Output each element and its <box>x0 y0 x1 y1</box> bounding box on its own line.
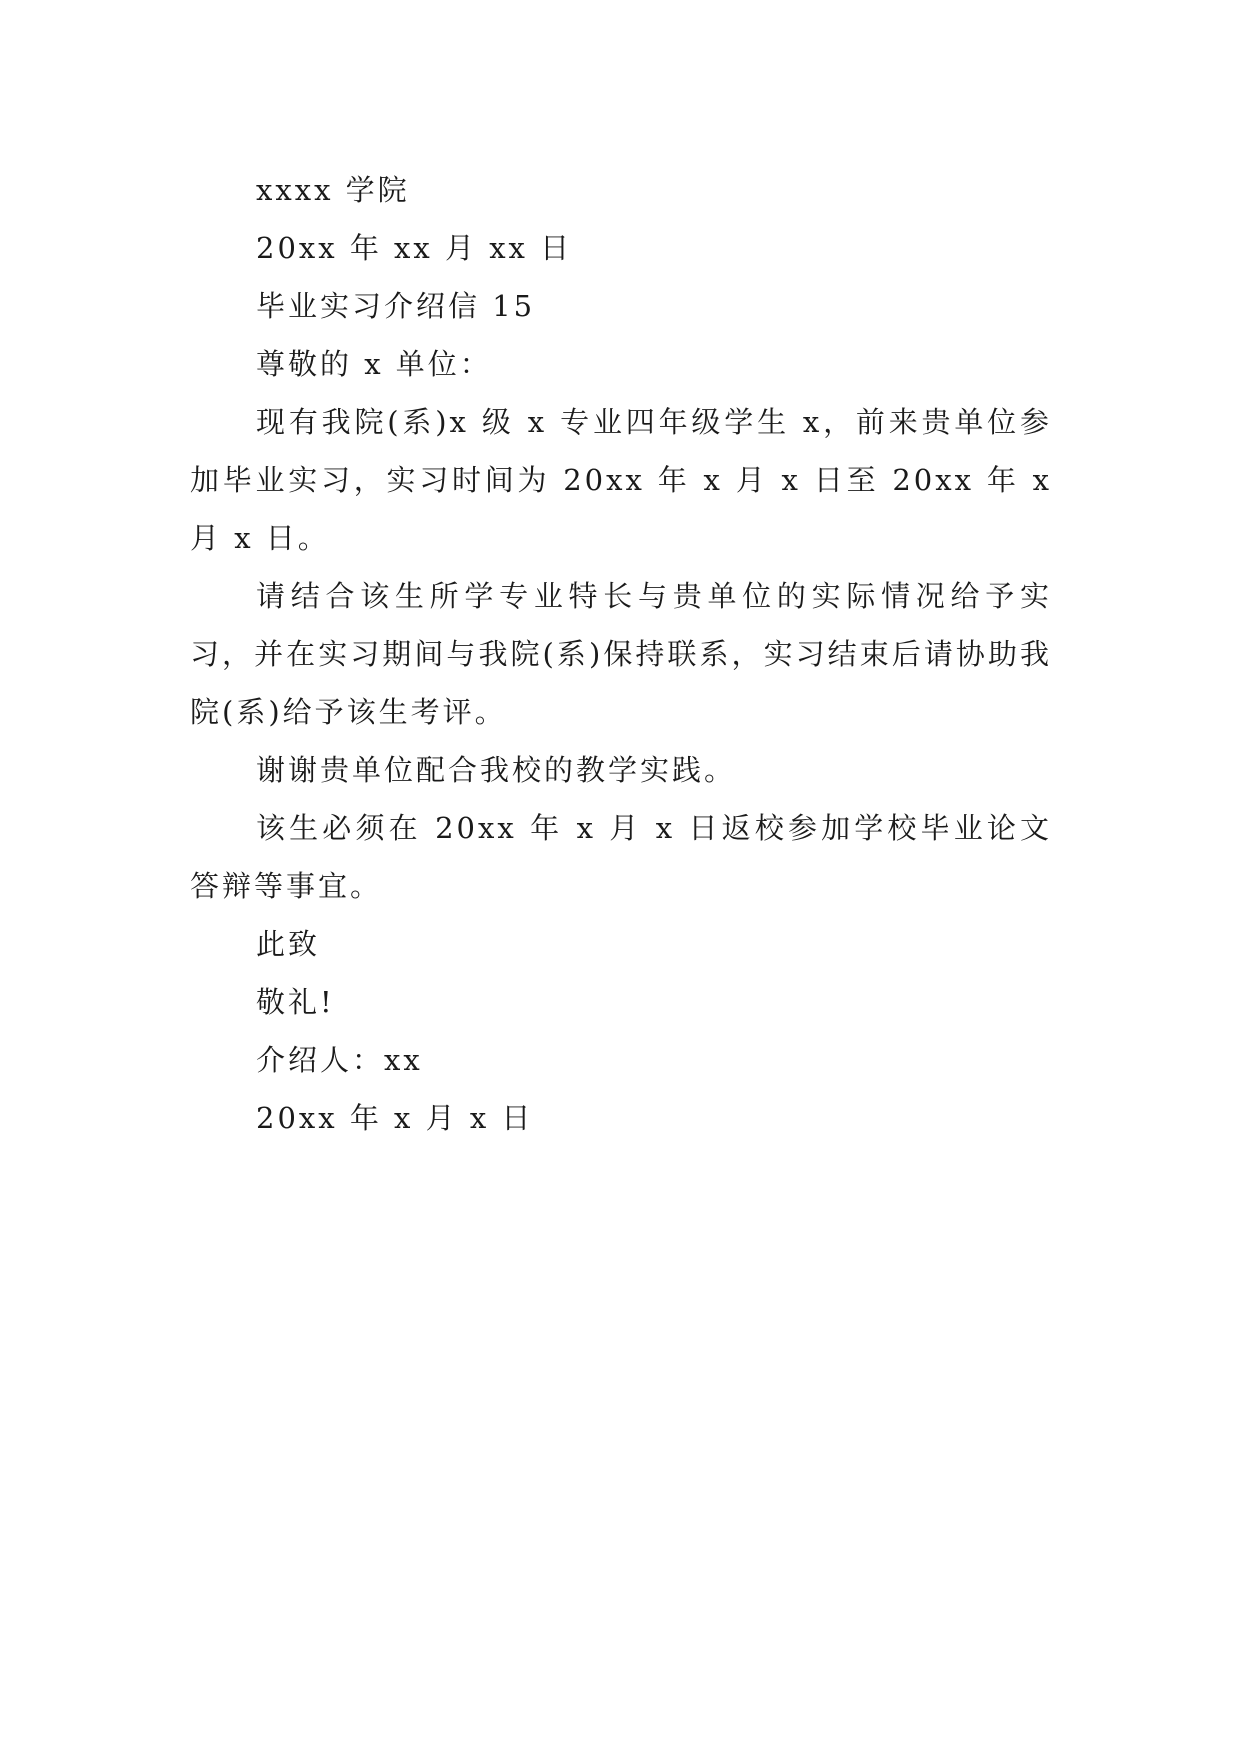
letter-title: 毕业实习介绍信 15 <box>256 289 536 323</box>
issue-date-line: 20xx 年 xx 月 xx 日 <box>256 231 573 265</box>
institution-line: xxxx 学院 <box>256 173 410 207</box>
sign-date-line: 20xx 年 x 月 x 日 <box>256 1101 534 1135</box>
salutation: 尊敬的 x 单位： <box>256 347 492 381</box>
paragraph-return-notice: 该生必须在 20xx 年 x 月 x 日返校参加学校毕业论文答辩等事宜。 <box>190 811 1052 903</box>
paragraph-introduction: 现有我院(系)x 级 x 专业四年级学生 x，前来贵单位参加毕业实习，实习时间为 20xx 年 x 月 x 日至 20xx 年 x 月 x 日。 <box>190 405 1052 555</box>
introducer-line: 介绍人：xx <box>256 1043 423 1077</box>
paragraph-thanks: 谢谢贵单位配合我校的教学实践。 <box>256 753 737 787</box>
paragraph-request: 请结合该生所学专业特长与贵单位的实际情况给予实习，并在实习期间与我院(系)保持联系，实习结束后请协助我院(系)给予该生考评。 <box>190 579 1052 729</box>
closing-cizhi: 此致 <box>256 927 321 961</box>
letter-body <box>190 161 1052 1147</box>
closing-jingli: 敬礼! <box>256 985 335 1019</box>
